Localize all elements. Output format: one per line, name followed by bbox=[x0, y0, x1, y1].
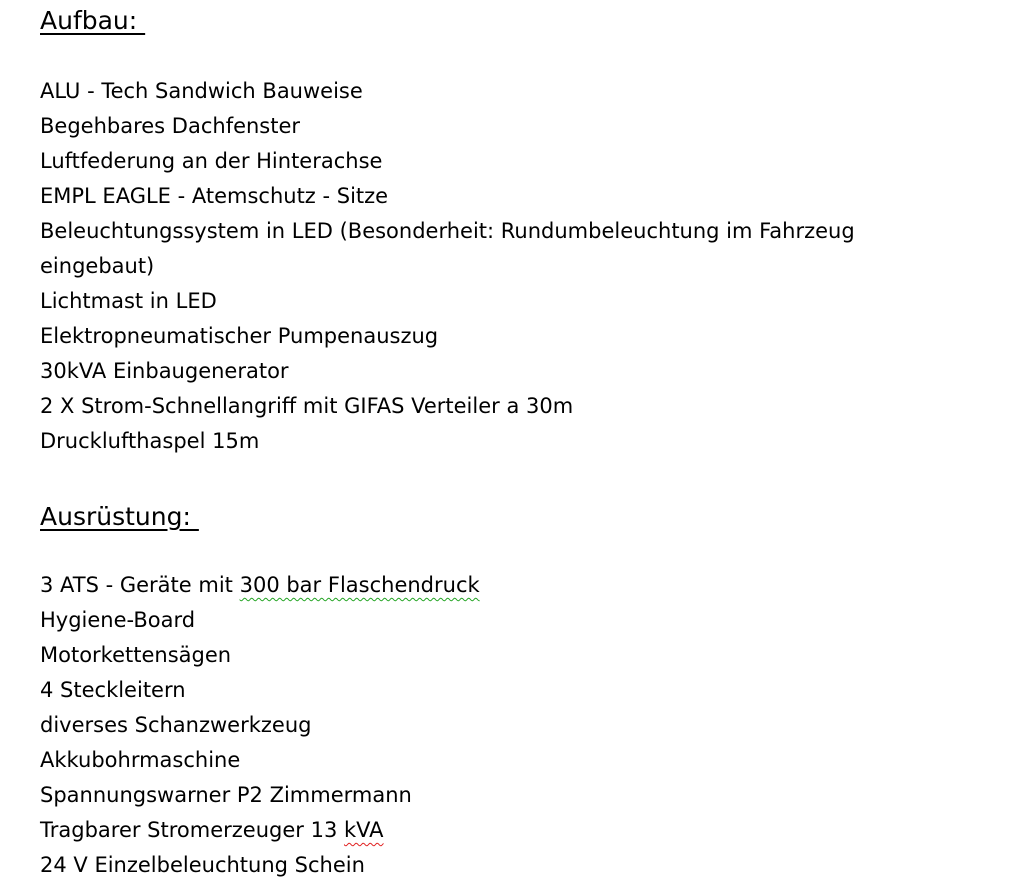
list-item bbox=[40, 568, 480, 603]
list-item: Akkubohrmaschine bbox=[40, 748, 241, 772]
list-item: Begehbares Dachfenster bbox=[40, 114, 301, 138]
list-item: diverses Schanzwerkzeug bbox=[40, 713, 312, 737]
list-ausruestung bbox=[40, 568, 480, 848]
spelling-marked-text[interactable]: kVA bbox=[343, 818, 384, 842]
list-item: Lichtmast in LED bbox=[40, 289, 217, 313]
list-item: Luftfederung an der Hinterachse bbox=[40, 149, 383, 173]
list-item: EMPL EAGLE - Atemschutz - Sitze bbox=[40, 184, 389, 208]
list-item: ALU - Tech Sandwich Bauweise bbox=[40, 79, 363, 103]
list-item: Drucklufthaspel 15m bbox=[40, 429, 260, 453]
document-page bbox=[40, 0, 1020, 877]
list-item-text: Tragbarer Stromerzeuger 13 bbox=[40, 818, 344, 842]
list-item: 30kVA Einbaugenerator bbox=[40, 359, 289, 383]
heading-aufbau: Aufbau: bbox=[40, 6, 146, 35]
list-item: Spannungswarner P2 Zimmermann bbox=[40, 783, 412, 807]
list-item: 4 Steckleitern bbox=[40, 678, 186, 702]
list-item-continuation: eingebaut) bbox=[40, 254, 155, 278]
list-item: 2 X Strom-Schnellangriff mit GIFAS Verteiler a 30m bbox=[40, 394, 574, 418]
cutoff-list-item: 24 V Einzelbeleuchtung Schein bbox=[40, 853, 365, 877]
list-item-text: 3 ATS - Geräte mit bbox=[40, 573, 240, 597]
heading-ausruestung: Ausrüstung: bbox=[40, 502, 199, 531]
list-item: Elektropneumatischer Pumpenauszug bbox=[40, 324, 439, 348]
list-item: Motorkettensägen bbox=[40, 643, 232, 667]
list-aufbau bbox=[40, 74, 855, 459]
grammar-marked-text[interactable]: 300 bar Flaschendruck bbox=[239, 573, 480, 597]
list-item: Beleuchtungssystem in LED (Besonderheit: Rundumbeleuchtung im Fahrzeug bbox=[40, 219, 855, 243]
list-item: Hygiene-Board bbox=[40, 608, 196, 632]
list-item bbox=[40, 813, 480, 848]
